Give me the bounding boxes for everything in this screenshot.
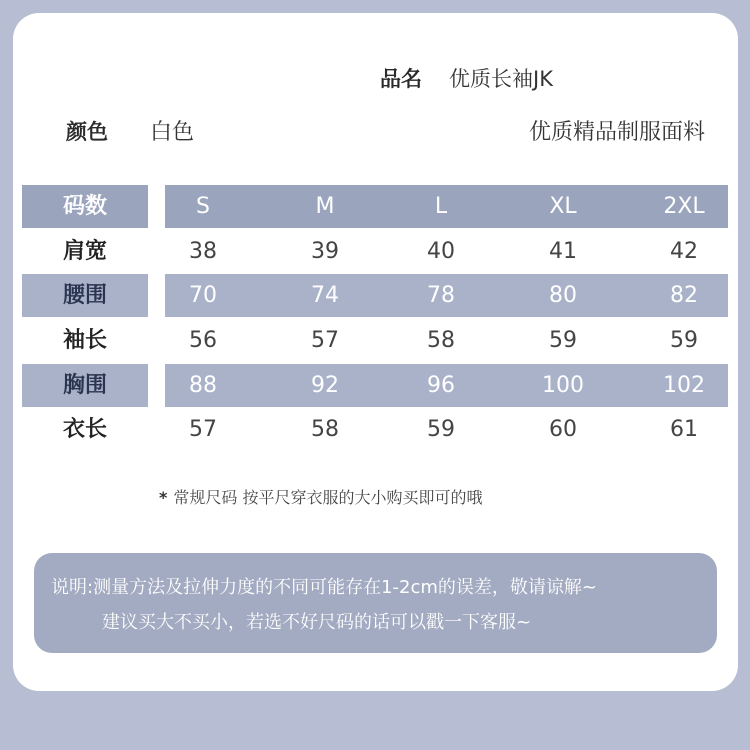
table-cell: 59 — [670, 328, 698, 353]
size-header-s: S — [196, 194, 210, 219]
table-cell: 58 — [311, 417, 339, 442]
size-header-row — [13, 185, 738, 228]
table-row — [13, 364, 738, 407]
notice-line-1: 说明:测量方法及拉伸力度的不同可能存在1-2cm的误差，敬请谅解~ — [51, 577, 597, 598]
table-cell: 58 — [427, 328, 455, 353]
table-cell: 59 — [549, 328, 577, 353]
row-label-chest: 胸围 — [62, 373, 107, 398]
table-cell: 41 — [549, 239, 577, 264]
product-name-label: 品名 — [380, 67, 422, 91]
size-header-l: L — [434, 194, 448, 219]
product-name-value: 优质长袖JK — [449, 67, 553, 91]
table-cell: 102 — [663, 373, 705, 398]
table-row — [13, 230, 738, 273]
notice-line-2: 建议买大不买小，若选不好尺码的话可以戳一下客服~ — [102, 612, 532, 633]
table-cell: 40 — [427, 239, 455, 264]
measurement-notice — [34, 553, 717, 653]
table-cell: 61 — [670, 417, 698, 442]
table-row — [13, 319, 738, 362]
row-label-length: 衣长 — [62, 417, 107, 442]
table-cell: 42 — [670, 239, 698, 264]
row-label-shoulder: 肩宽 — [62, 239, 107, 264]
table-cell: 92 — [311, 373, 339, 398]
table-cell: 57 — [189, 417, 217, 442]
size-chart-card — [13, 13, 738, 691]
size-header-xl: XL — [549, 194, 577, 219]
table-cell: 60 — [549, 417, 577, 442]
table-cell: 78 — [427, 283, 455, 308]
row-label-waist: 腰围 — [62, 283, 107, 308]
note-text: 常规尺码 按平尺穿衣服的大小购买即可的哦 — [173, 488, 483, 507]
table-cell: 88 — [189, 373, 217, 398]
product-color-value: 白色 — [150, 120, 195, 145]
table-cell: 74 — [311, 283, 339, 308]
size-header-label: 码数 — [62, 194, 107, 219]
row-label-sleeve: 袖长 — [62, 328, 107, 353]
table-cell: 96 — [427, 373, 455, 398]
table-cell: 82 — [670, 283, 698, 308]
product-fabric: 优质精品制服面料 — [529, 120, 706, 145]
table-cell: 56 — [189, 328, 217, 353]
size-header-m: M — [315, 194, 335, 219]
table-row — [13, 408, 738, 451]
table-cell: 57 — [311, 328, 339, 353]
size-note — [159, 485, 482, 508]
table-row — [13, 274, 738, 317]
table-cell: 100 — [542, 373, 584, 398]
note-star: * — [159, 488, 168, 507]
table-cell: 80 — [549, 283, 577, 308]
product-color-label: 颜色 — [66, 120, 108, 144]
table-cell: 70 — [189, 283, 217, 308]
table-cell: 59 — [427, 417, 455, 442]
table-cell: 39 — [311, 239, 339, 264]
table-cell: 38 — [189, 239, 217, 264]
size-header-2xl: 2XL — [663, 194, 705, 219]
